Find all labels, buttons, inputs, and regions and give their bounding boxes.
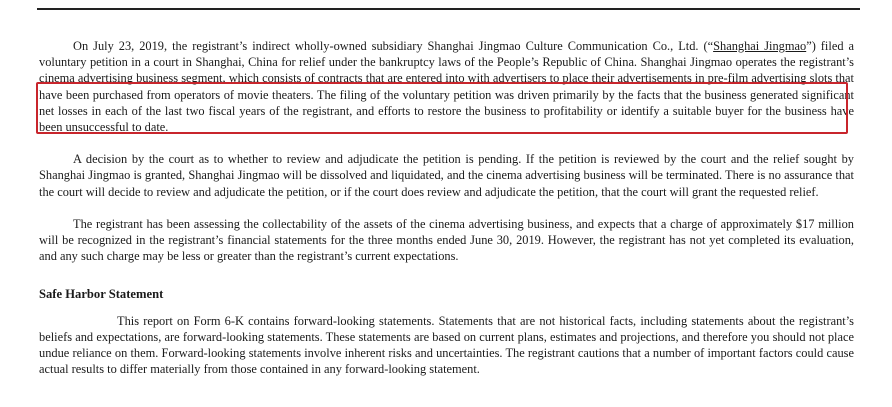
paragraph-bankruptcy-petition	[39, 38, 854, 135]
paragraph-safe-harbor: This report on Form 6-K contains forward-looking statements. Statements that are not historical facts, including statements about the registrant’s beliefs and expectations, are forward-looking statements. These statements are based on current plans, estimates and projections, and therefore you should not place undue reliance on them. Forward-looking statements involve inherent risks and uncertainties. The registrant cautions that a number of important factors could cause actual results to differ materially from those contained in any forward-looking statement.	[39, 313, 854, 377]
paragraph-text-lead: On July 23, 2019, the registrant’s indirect wholly-owned subsidiary Shanghai Jingmao Culture Communication Co., Ltd. (“	[73, 39, 714, 53]
defined-term-shanghai-jingmao: Shanghai Jingmao	[713, 39, 807, 53]
document-body	[39, 38, 854, 377]
paragraph-collectability: The registrant has been assessing the collectability of the assets of the cinema advertising business, and expects that a charge of approximately $17 million will be recognized in the registrant’s financial statements for the three months ended June 30, 2019. However, the registrant has not yet completed its evaluation, and any such charge may be less or greater than the registrant’s current expectations.	[39, 216, 854, 264]
safe-harbor-heading: Safe Harbor Statement	[39, 287, 164, 302]
top-rule	[37, 8, 860, 10]
paragraph-court-decision: A decision by the court as to whether to review and adjudicate the petition is pending. If the petition is reviewed by the court and the relief sought by Shanghai Jingmao is granted, Shanghai Jingmao will be dissolved and liquidated, and the cinema advertising business will be terminated. There is no assurance that the court will decide to review and adjudicate the petition, or if the court does review and adjudicate the petition, that the court will grant the requested relief.	[39, 152, 854, 199]
paragraph-text-rest: ”) filed a voluntary petition in a court in Shanghai, China for relief under the bankruptcy laws of the People’s Republic of China. Shanghai Jingmao operates the registrant’s cinema advertising business segment, which consists of contracts that are entered into with advertisers to place their advertisements in pre-film advertising slots that have been purchased from operators of movie theaters. The filing of the voluntary petition was driven primarily by the facts that the business generated significant net losses in each of the last two fiscal years of the registrant, and efforts to restore the business to profitability or identify a suitable buyer for the business have been unsuccessful to date.	[39, 39, 854, 135]
